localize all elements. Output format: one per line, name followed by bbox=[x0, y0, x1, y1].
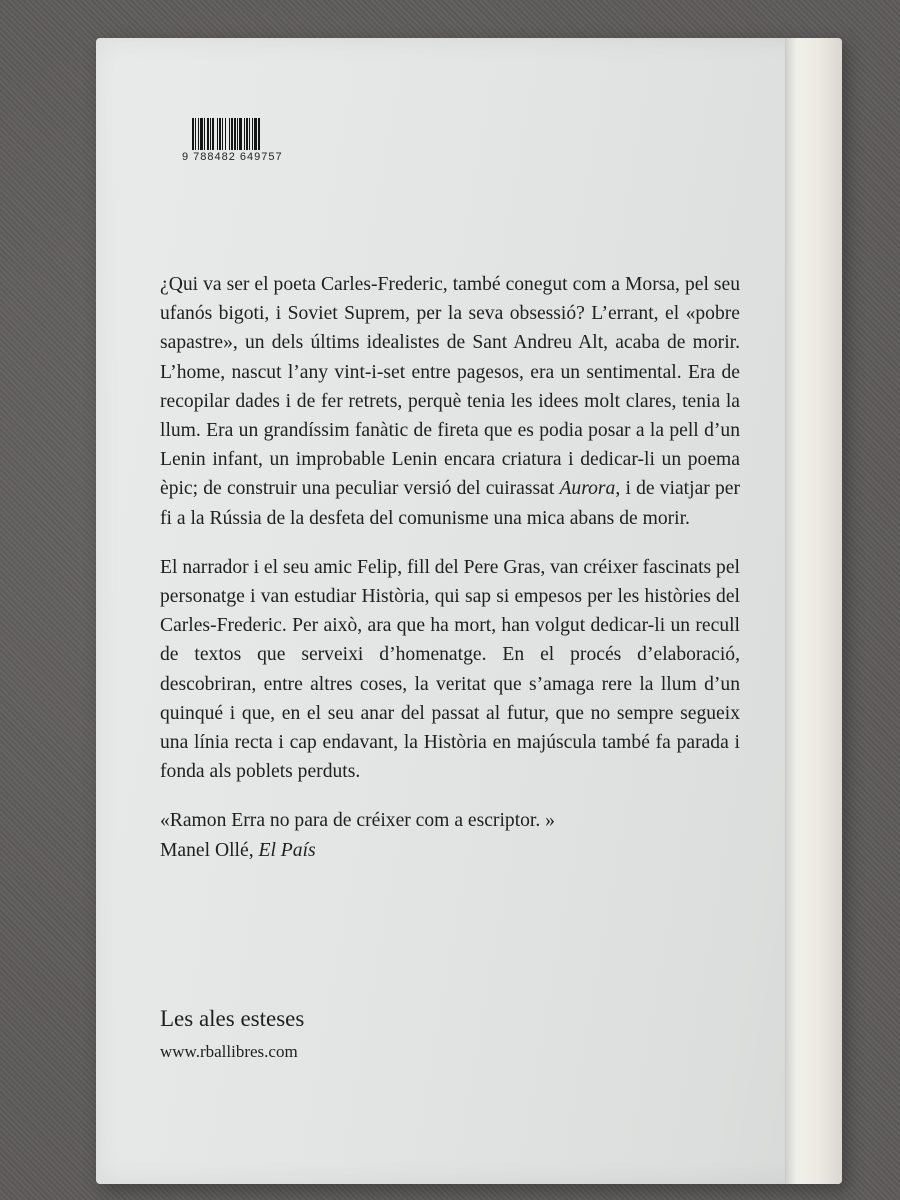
ship-name: Aurora bbox=[559, 478, 616, 500]
series-name: Les ales esteses bbox=[160, 1006, 305, 1031]
review-text: «Ramon Erra no para de créixer com a escriptor. » bbox=[160, 810, 555, 832]
blurb-paragraph-1-end: , i de viatjar per fi a la Rússia de la desfeta del comunisme una mica abans de morir. bbox=[160, 478, 740, 529]
book-back-cover bbox=[96, 38, 842, 1184]
spine-edge bbox=[785, 38, 842, 1184]
review-source: El País bbox=[258, 839, 316, 861]
blurb-paragraph-2: El narrador i el seu amic Felip, fill del Pere Gras, van créixer fascinats pel personatge i van estudiar Història, qui sap si empesos per les històries del Carles-Frederic. Per això, ara que ha mort, han volgut dedicar-li un recull de textos que serveixi d’homenatge. En el procés d’elaboració, descobriran, entre altres coses, la veritat que s’amaga rere la llum d’un quinqué i que, en el seu anar del passat al futur, que no sempre segueix una línia recta i cap endavant, la Història en majúscula també fa parada i fonda als poblets perduts. bbox=[160, 556, 740, 783]
blurb-paragraph-1 bbox=[160, 270, 740, 533]
barcode bbox=[182, 118, 292, 163]
blurb-paragraph-1-start: ¿Qui va ser el poeta Carles-Frederic, també conegut com a Morsa, pel seu ufanós bigoti, i Soviet Suprem, per la seva obsessió? L’errant, el «pobre sapastre», un dels últims idealistes de Sant Andreu Alt, acaba de morir. L’home, nascut l’any vint-i-set entre pagesos, era un sentimental. Era de recopilar dades i de fer retrets, perquè tenia les idees molt clares, tenia la llum. Era un grandíssim fanàtic de fireta que es podia posar a la pell d’un Lenin infant, un improbable Lenin encara criatura i dedicar-li un poema èpic; de construir una peculiar versió del cuirassat bbox=[160, 274, 740, 500]
barcode-number: 9 788482 649757 bbox=[182, 151, 283, 163]
publisher-url: www.rballibres.com bbox=[160, 1042, 298, 1061]
review-author: Manel Ollé, bbox=[160, 839, 259, 861]
review-quote bbox=[160, 806, 740, 864]
barcode-bars-icon bbox=[192, 118, 292, 150]
blurb-text bbox=[160, 270, 740, 865]
